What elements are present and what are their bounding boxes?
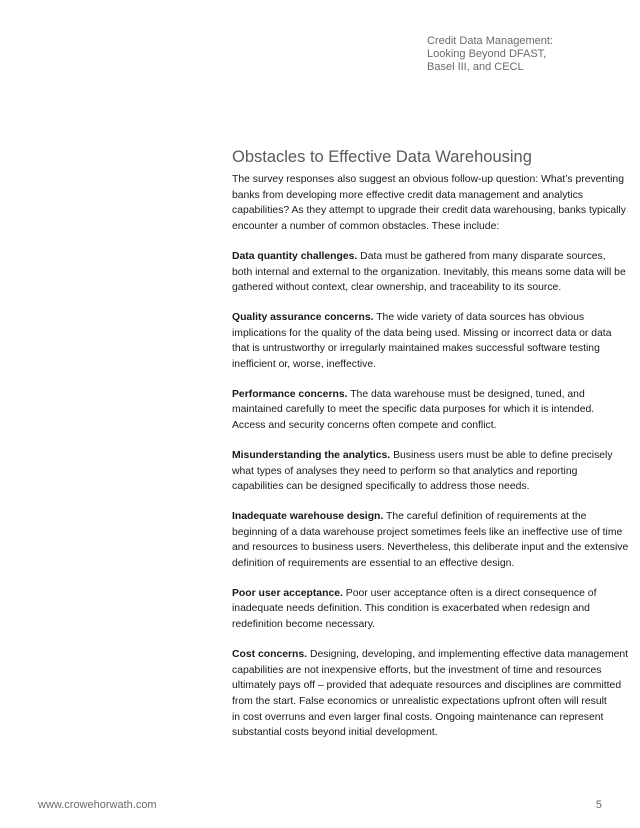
text-line: capabilities? As they attempt to upgrade their credit data warehousing, banks typically <box>232 205 626 217</box>
text-span: Poor user acceptance often is a direct consequence of <box>342 587 597 599</box>
obstacle-lead: Performance concerns. <box>232 388 348 400</box>
obstacle-quality-assurance <box>232 310 612 373</box>
footer-website-url: www.crowehorwath.com <box>38 799 157 811</box>
obstacle-user-acceptance <box>232 586 604 633</box>
text-line: Access and security concerns often compete and conflict. <box>232 420 497 432</box>
text-line: capabilities are not inexpensive efforts, but the investment of time and resources <box>232 664 602 676</box>
text-line: inefficient or, worse, ineffective. <box>232 359 377 371</box>
text-span: Designing, developing, and implementing effective data management <box>307 648 629 660</box>
obstacle-analytics <box>232 448 613 495</box>
obstacle-performance <box>232 387 604 434</box>
obstacle-lead: Poor user acceptance. <box>232 587 343 599</box>
text-line: banks from developing more effective credit data management and analytics <box>232 189 583 201</box>
text-line: what types of analyses they need to perform so that analytics and reporting <box>232 465 578 477</box>
text-line: The survey responses also suggest an obvious follow-up question: What’s preventing <box>232 174 624 185</box>
obstacle-lead: Quality assurance concerns. <box>232 311 374 323</box>
text-line <box>232 310 604 326</box>
text-line: substantial costs beyond initial development. <box>232 727 438 739</box>
text-line: and resources to business users. Nevertheless, this deliberate input and the extensive <box>232 542 629 554</box>
running-header-line: Credit Data Management: <box>427 35 553 47</box>
obstacle-lead: Data quantity challenges. <box>232 250 358 262</box>
section-title: Obstacles to Effective Data Warehousing <box>232 148 532 166</box>
text-line: that is untrustworthy or irregularly maintained makes successful software testing <box>232 343 600 355</box>
text-line: from the start. False economics or unrealistic expectations upfront often will result <box>232 695 607 707</box>
running-header-line: Looking Beyond DFAST, <box>427 48 547 60</box>
text-line: maintained carefully to meet the specific data purposes for which it is intended. <box>232 404 595 416</box>
text-line <box>232 586 604 602</box>
text-line: ultimately pays off – provided that adequate resources and disciplines are committed <box>232 680 622 692</box>
text-line: redefinition become necessary. <box>232 619 376 631</box>
obstacle-lead: Misunderstanding the analytics. <box>232 449 391 461</box>
text-line: definition of requirements are essential to an effective design. <box>232 558 515 570</box>
text-line <box>232 387 604 403</box>
obstacle-lead: Cost concerns. <box>232 648 308 660</box>
text-span: Data must be gathered from many disparate sources, <box>357 250 606 262</box>
text-span: The data warehouse must be designed, tuned, and <box>347 388 585 400</box>
intro-paragraph <box>232 172 626 235</box>
running-header <box>427 35 617 74</box>
obstacle-data-quantity <box>232 249 626 296</box>
text-line <box>232 448 613 464</box>
obstacle-cost <box>232 647 629 741</box>
main-content <box>232 146 629 755</box>
text-line <box>232 647 629 663</box>
text-line: inadequate needs definition. This condition is exacerbated when redesign and <box>232 603 590 615</box>
text-line: encounter a number of common obstacles. These include: <box>232 221 500 233</box>
running-header-line: Basel III, and CECL <box>427 61 524 73</box>
text-line: gathered without context, clear ownership, and traceability to its source. <box>232 282 562 294</box>
obstacle-warehouse-design <box>232 509 629 572</box>
text-span: Business users must be able to define precisely <box>390 449 613 461</box>
text-line: implications for the quality of the data being used. Missing or incorrect data or data <box>232 327 612 339</box>
text-line: both internal and external to the organization. Inevitably, this means some data will be <box>232 266 626 278</box>
text-span: The careful definition of requirements at the <box>383 510 587 522</box>
text-line: capabilities can be designed specifically to address those needs. <box>232 481 530 493</box>
obstacle-lead: Inadequate warehouse design. <box>232 510 384 522</box>
text-line: beginning of a data warehouse project sometimes feels like an ineffective use of time <box>232 526 623 538</box>
text-line: in cost overruns and even larger final costs. Ongoing maintenance can represent <box>232 711 604 723</box>
text-line <box>232 509 604 525</box>
text-line <box>232 249 604 265</box>
page-number: 5 <box>595 799 602 811</box>
text-span: The wide variety of data sources has obvious <box>373 311 585 323</box>
